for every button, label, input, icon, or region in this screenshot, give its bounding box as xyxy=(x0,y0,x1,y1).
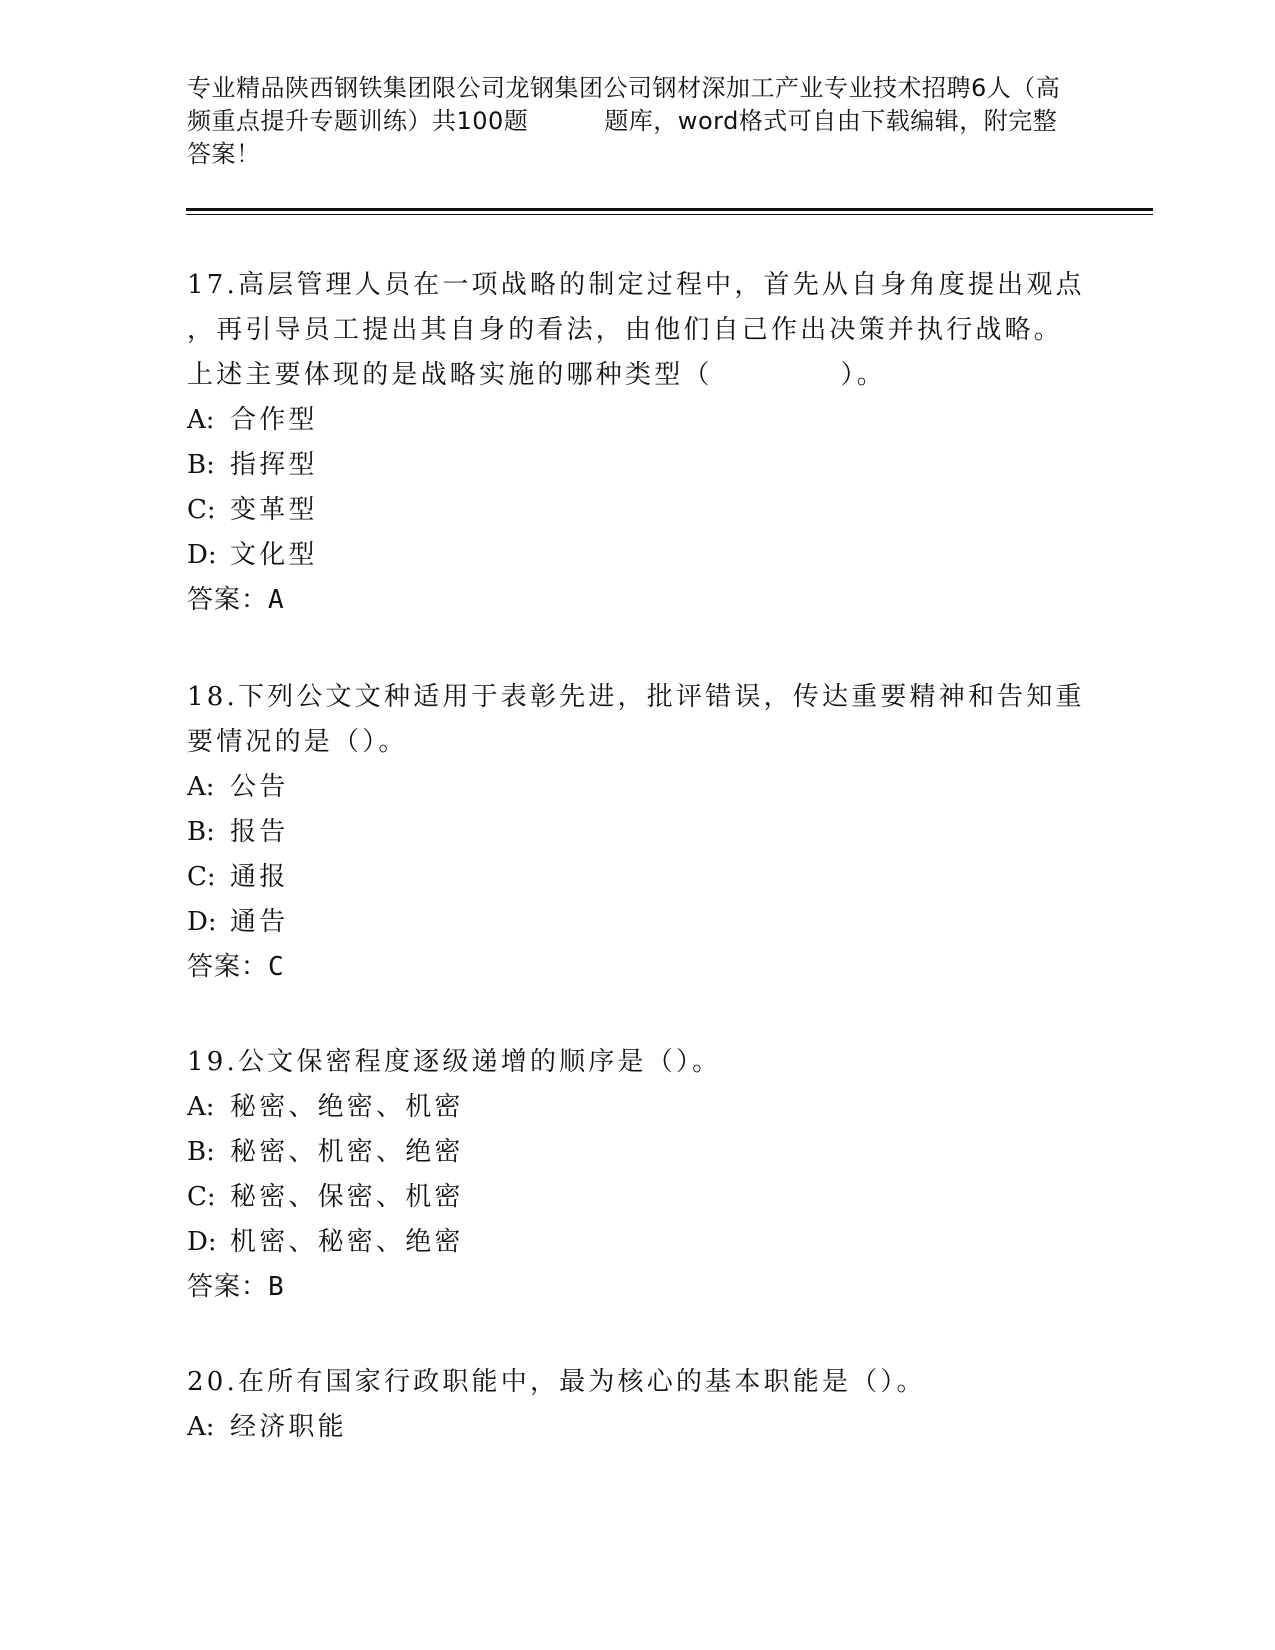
header-line-1: 专业精品陕西钢铁集团限公司龙钢集团公司钢材深加工产业专业技术招聘6人（高 xyxy=(187,74,1061,102)
option-letter: C: xyxy=(187,1182,216,1212)
option-text: 文化型 xyxy=(230,540,318,570)
option-letter: C: xyxy=(187,862,216,892)
option-letter: B: xyxy=(187,817,215,847)
answer-label: 答案： xyxy=(187,1272,269,1302)
option-text: 秘密、绝密、机密 xyxy=(230,1092,464,1122)
header-divider xyxy=(186,208,1153,211)
question-18 xyxy=(187,675,1087,990)
option-d xyxy=(187,900,1087,945)
option-c xyxy=(187,1175,1087,1220)
option-a xyxy=(187,1405,1087,1450)
option-letter: D: xyxy=(187,907,217,937)
question-text-line xyxy=(187,353,1087,398)
answer-line xyxy=(187,945,1087,990)
question-text-line: ，再引导员工提出其自身的看法，由他们自己作出决策并执行战略。 xyxy=(187,315,1064,345)
question-text-line: 20.在所有国家行政职能中，最为核心的基本职能是（）。 xyxy=(187,1367,926,1397)
header-line-2-part-1: 频重点提升专题训练）共100题 xyxy=(187,107,529,135)
question-text-line: 18.下列公文文种适用于表彰先进，批评错误，传达重要精神和告知重 xyxy=(187,682,1085,712)
option-text: 机密、秘密、绝密 xyxy=(230,1227,464,1257)
answer-value: C xyxy=(268,952,284,982)
question-text-line: 要情况的是（）。 xyxy=(187,727,408,757)
answer-value: B xyxy=(268,1272,284,1302)
question-text-after-blank: ）。 xyxy=(840,360,887,390)
option-letter: C: xyxy=(187,495,216,525)
question-text-line: 19.公文保密程度逐级递增的顺序是（）。 xyxy=(187,1047,722,1077)
option-letter: A: xyxy=(187,1092,215,1122)
option-text: 报告 xyxy=(230,817,289,847)
option-text: 变革型 xyxy=(230,495,318,525)
header-line-3: 答案！ xyxy=(187,140,261,168)
option-letter: A: xyxy=(187,1412,215,1442)
option-text: 指挥型 xyxy=(230,450,318,480)
header-line-2-part-2: 题库，word格式可自由下载编辑，附完整 xyxy=(604,107,1058,135)
answer-line xyxy=(187,578,1087,623)
option-b xyxy=(187,1130,1087,1175)
question-text-before-blank: 上述主要体现的是战略实施的哪种类型（ xyxy=(187,360,713,390)
option-d xyxy=(187,533,1087,578)
option-letter: B: xyxy=(187,450,215,480)
option-letter: D: xyxy=(187,1227,217,1257)
option-text: 经济职能 xyxy=(230,1412,347,1442)
option-text: 秘密、保密、机密 xyxy=(230,1182,464,1212)
answer-line xyxy=(187,1265,1087,1310)
answer-label: 答案： xyxy=(187,952,269,982)
answer-label: 答案： xyxy=(187,585,269,615)
header-divider-thin xyxy=(186,214,1153,215)
document-header xyxy=(187,72,1087,171)
option-letter: B: xyxy=(187,1137,215,1167)
question-text-line: 17.高层管理人员在一项战略的制定过程中，首先从自身角度提出观点 xyxy=(187,270,1085,300)
option-d xyxy=(187,1220,1087,1265)
header-line-2 xyxy=(187,105,1087,138)
option-letter: A: xyxy=(187,405,215,435)
option-text: 合作型 xyxy=(230,405,318,435)
option-text: 通告 xyxy=(230,907,289,937)
question-17 xyxy=(187,263,1087,623)
option-text: 通报 xyxy=(230,862,289,892)
option-text: 公告 xyxy=(230,772,289,802)
option-text: 秘密、机密、绝密 xyxy=(230,1137,464,1167)
option-b xyxy=(187,443,1087,488)
option-b xyxy=(187,810,1087,855)
option-a xyxy=(187,398,1087,443)
question-19 xyxy=(187,1040,1087,1310)
answer-value: A xyxy=(268,585,284,615)
option-c xyxy=(187,488,1087,533)
option-c xyxy=(187,855,1087,900)
option-a xyxy=(187,1085,1087,1130)
option-a xyxy=(187,765,1087,810)
option-letter: D: xyxy=(187,540,217,570)
option-letter: A: xyxy=(187,772,215,802)
question-20 xyxy=(187,1360,1087,1450)
